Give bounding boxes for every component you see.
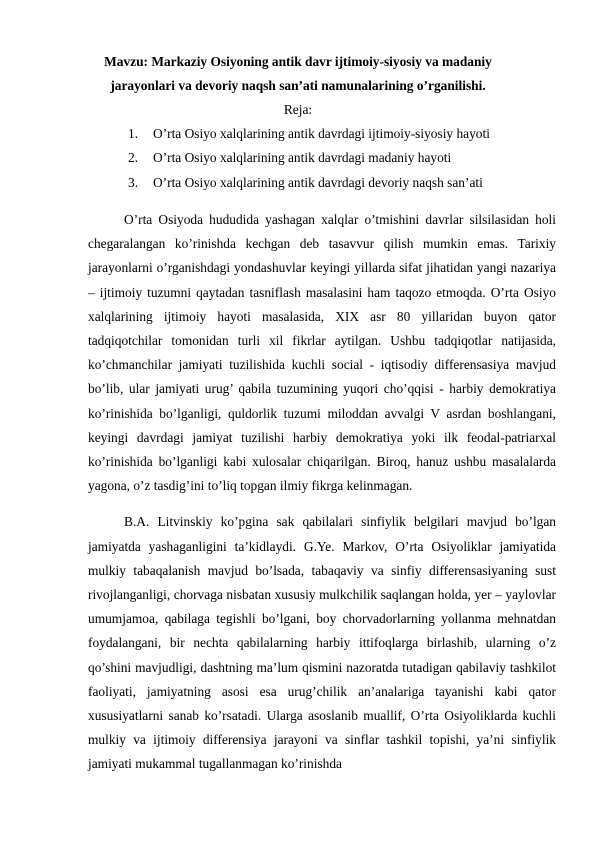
body-text xyxy=(88,208,556,789)
plan-list xyxy=(128,122,490,195)
plan-item-number: 3. xyxy=(128,174,139,190)
plan-item xyxy=(128,171,490,195)
title-line-1: Mavzu: Markaziy Osiyoning antik davr ijtimoiy-siyosiy va madaniy xyxy=(104,54,492,69)
plan-item-text: O’rta Osiyo xalqlarining antik davrdagi devoriy naqsh san’ati xyxy=(153,174,483,190)
page-title xyxy=(70,50,526,98)
paragraph-1: O’rta Osiyoda hududida yashagan xalqlar o’tmishini davrlar silsilasidan holi chegaralangan ko’rinishda kechgan deb tasavvur qilish mumkin emas. Tarixiy jarayonlarni o’rganishdagi yondashuvlar keyingi yillarda sifat jihatidan yangi nazariya – ijtimoiy tuzumni qaytadan tasniflash masalasini ham taqozo etmoqda. O’rta Osiyo xalqlarining ijtimoiy hayoti masalasida, XIX asr 80 yillaridan buyon qator tadqiqotchilar tomonidan turli xil fikrlar aytilgan. Ushbu tadqiqotlar natijasida, ko’chmanchilar jamiyati tuzilishida kuchli social - iqtisodiy differensasiya mavjud bo’lib, ular jamiyati urug’ qabila tuzumining yuqori cho’qqisi - harbiy demokratiya ko’rinishida bo’lganligi, quldorlik tuzumi miloddan avvalgi V asrdan boshlangani, keyingi davrdagi jamiyat tuzilishi harbiy demokratiya yoki ilk feodal-patriarxal ko’rinishida bo’lganligi kabi xulosalar chiqarilgan. Biroq, hanuz ushbu masalalarda yagona, o’z tasdig’ini to’liq topgan ilmiy fikrga kelinmagan. xyxy=(88,212,556,494)
plan-item-text: O’rta Osiyo xalqlarining antik davrdagi madaniy hayoti xyxy=(153,150,452,166)
paragraph-2: B.A. Litvinskiy ko’pgina sak qabilalari sinfiylik belgilari mavjud bo’lgan jamiyatda yashaganligini ta’kidlaydi. G.Ye. Markov, O’rta Osiyoliklar jamiyatida mulkiy tabaqalanish mavjud bo’lsada, tabaqaviy va sinfiy differensasiyaning sust rivojlanganligi, chorvaga nisbatan xususiy mulkchilik saqlangan holda, yer – yaylovlar umumjamoa, qabilaga tegishli bo’lgani, boy chorvadorlarning yollanma mehnatdan foydalangani, bir nechta qabilalarning harbiy ittifoqlarga birlashib, ularning o’z qo’shini mavjudligi, dashtning ma’lum qismini nazoratda tutadigan qabilaviy tashkilot faoliyati, jamiyatning asosi esa urug’chilik an’analariga tayanishi kabi qator xususiyatlarni sanab ko’rsatadi. Ularga asoslanib muallif, O’rta Osiyoliklarda kuchli mulkiy va ijtimoiy differensiya jarayoni va sinflar tashkil topishi, ya’ni sinfiylik jamiyati mukammal tugallanmagan ko’rinishda xyxy=(88,514,556,772)
plan-heading: Reja: xyxy=(283,102,313,117)
plan-item xyxy=(128,146,490,170)
plan-item xyxy=(128,122,490,146)
title-line-2: jarayonlari va devoriy naqsh san’ati namunalarining o’rganilishi. xyxy=(110,78,486,93)
plan-item-number: 1. xyxy=(128,126,139,141)
plan-item-text: O’rta Osiyo xalqlarining antik davrdagi ijtimoiy-siyosiy hayoti xyxy=(153,126,490,141)
plan-item-number: 2. xyxy=(128,150,139,166)
